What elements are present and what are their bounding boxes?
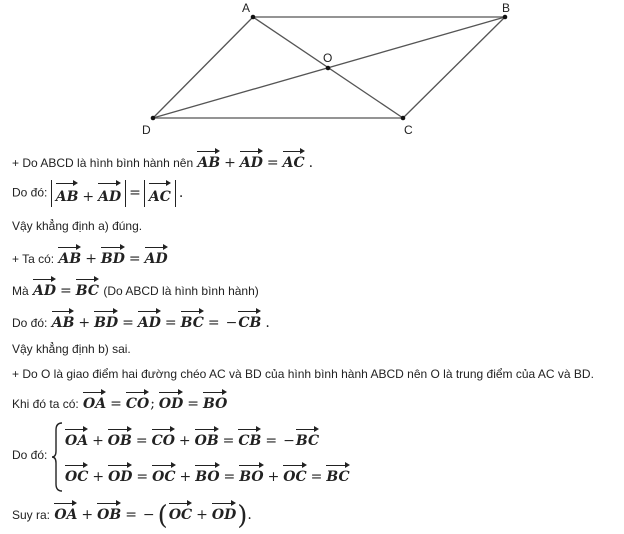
- vertex-d-dot: [151, 116, 156, 121]
- open-paren: (: [157, 501, 168, 531]
- system-row-1: OA + OB = CO + OB = CB = −BC: [64, 426, 320, 449]
- line-conclusion-b: Vậy khẳng định b) sai.: [12, 342, 131, 356]
- line-midpoint-statement: + Do O là giao điểm hai đường chéo AC và BD của hình bình hành ABCD nên O là trung điểm của AC và BD.: [12, 367, 594, 381]
- line-conclusion-a: Vậy khẳng định a) đúng.: [12, 219, 143, 233]
- line-magnitude-equality: Do đó: AB + AD = AC .: [12, 180, 186, 207]
- label-a: A: [242, 1, 251, 15]
- label-o: O: [323, 51, 333, 65]
- line-parallelogram-rule: + Do ABCD là hình bình hành nên AB + AD = AC .: [12, 148, 316, 171]
- center-o-dot: [326, 66, 331, 71]
- label-c: C: [404, 123, 413, 137]
- vertex-c-dot: [401, 116, 406, 121]
- edge-da: [153, 17, 253, 118]
- line-suy-ra: Suy ra: OA + OB = − (OC + OD).: [12, 501, 252, 531]
- vertex-a-dot: [251, 15, 256, 20]
- vertex-b-dot: [503, 15, 508, 20]
- label-b: B: [502, 1, 511, 15]
- close-paren: ): [237, 501, 248, 531]
- line-khi-do: Khi đó ta có: OA = CO; OD = BO: [12, 389, 228, 412]
- parallelogram-figure: [0, 0, 624, 140]
- line-do-do-b: Do đó: AB + BD = AD = BC = −CB .: [12, 308, 273, 331]
- line-ad-equals-bc: Mà AD = BC (Do ABCD là hình bình hành): [12, 276, 259, 299]
- line-system-label: Do đó:: [12, 448, 48, 462]
- line-ta-co: + Ta có: AB + BD = AD: [12, 244, 169, 267]
- left-brace: [52, 422, 64, 492]
- system-row-2: OC + OD = OC + BO = BO + OC = BC: [64, 462, 351, 485]
- label-d: D: [142, 123, 151, 137]
